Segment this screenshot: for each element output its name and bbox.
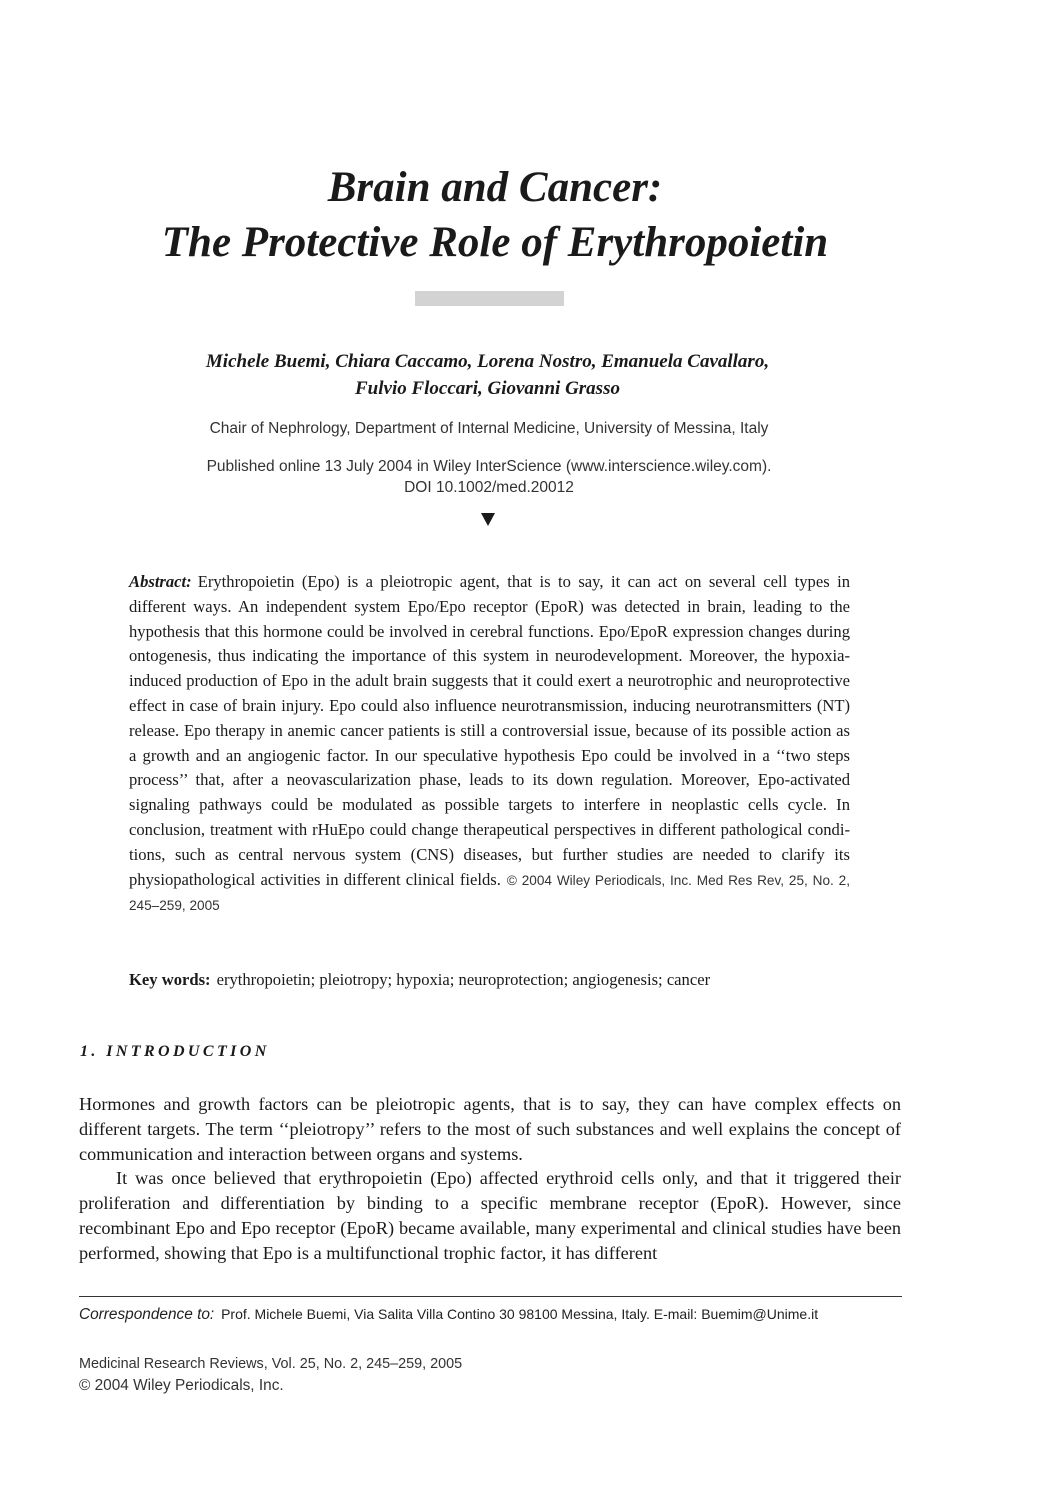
keywords — [129, 968, 869, 992]
title-line-1: Brain and Cancer: — [327, 164, 663, 211]
correspondence-footnote — [79, 1304, 929, 1325]
title-line-2: The Protective Role of Erythropoietin — [161, 219, 829, 266]
journal-footer — [79, 1354, 462, 1396]
authors-line-1: Michele Buemi, Chiara Caccamo, Lorena Nostro, Emanuela Cavallaro, — [205, 351, 770, 372]
abstract-citation: © 2004 Wiley Periodicals, Inc. Med Res Rev, 25, No. 2, 245–259, 2005 — [129, 872, 850, 914]
correspondence-label: Correspondence to: — [79, 1306, 215, 1323]
publication-info: Published online 13 July 2004 in Wiley InterScience (www.interscience.wiley.com). — [206, 458, 772, 475]
authors-line-2: Fulvio Floccari, Giovanni Grasso — [355, 378, 620, 399]
introduction-body — [79, 1092, 901, 1266]
keywords-text: erythropoietin; pleiotropy; hypoxia; neuroprotection; angiogenesis; cancer — [216, 970, 711, 989]
abstract-text: Erythropoietin (Epo) is a pleiotropic agent, that is to say, it can act on several cell types in different ways. An independent system Epo/Epo receptor (EpoR) was detected in brain, leading to the hypothesis that this hormone could be involved in cerebral functions. Epo/EpoR expression changes during ontogenesis, thus indicating the importance of this system in neurodevelopment. Moreover, the hypoxia-induced production of Epo in the adult brain suggests that it could exert a neurotrophic and neuroprotective effect in case of brain injury. Epo could also influence neurotransmission, inducing neurotransmitters (NT) release. Epo therapy in anemic cancer patients is still a controversial issue, because of its possible action as a growth and an angiogenic factor. In our speculative hypothesis Epo could be involved in a ‘‘two steps process’’ that, after a neovascularization phase, leads to its down regulation. Moreover, Epo-activated signaling pathways could be modulated as possible targets to interfere in neoplastic cells cycle. In conclusion, treatment with rHuEpo could change therapeutical perspectives in different pathological conditions, such as central nervous system (CNS) diseases, but further studies are needed to clarify its physiopathological activities in different clinical fields. — [129, 572, 850, 889]
journal-copyright: © 2004 Wiley Periodicals, Inc. — [79, 1377, 284, 1394]
abstract — [129, 570, 850, 919]
correspondence-text: Prof. Michele Buemi, Via Salita Villa Contino 30 98100 Messina, Italy. E-mail: Buemim@Unime.it — [221, 1306, 819, 1322]
section-heading-introduction: 1. INTRODUCTION — [80, 1043, 270, 1060]
intro-paragraph-1: Hormones and growth factors can be pleiotropic agents, that is to say, they can have complex effects on different targets. The term ‘‘pleiotropy’’ refers to the most of such substances and well explains the concept of communication and interaction between organs and systems. — [79, 1094, 901, 1164]
abstract-label: Abstract: — [129, 572, 192, 591]
down-triangle-icon — [481, 513, 495, 526]
intro-paragraph-2: It was once believed that erythropoietin (Epo) affected erythroid cells only, and that it triggered their proliferation and differentiation by binding to a specific membrane receptor (EpoR). However, since recombinant Epo and Epo receptor (EpoR) became available, many experimental and clinical studies have been performed, showing that Epo is a multifunctional trophic factor, it has different — [79, 1168, 901, 1263]
keywords-label: Key words: — [129, 970, 211, 989]
doi: DOI 10.1002/med.20012 — [404, 479, 574, 496]
footnote-rule — [79, 1296, 902, 1297]
affiliation: Chair of Nephrology, Department of Internal Medicine, University of Messina, Italy — [209, 420, 769, 437]
journal-citation: Medicinal Research Reviews, Vol. 25, No. 2, 245–259, 2005 — [79, 1356, 463, 1372]
title-rule — [415, 291, 564, 306]
